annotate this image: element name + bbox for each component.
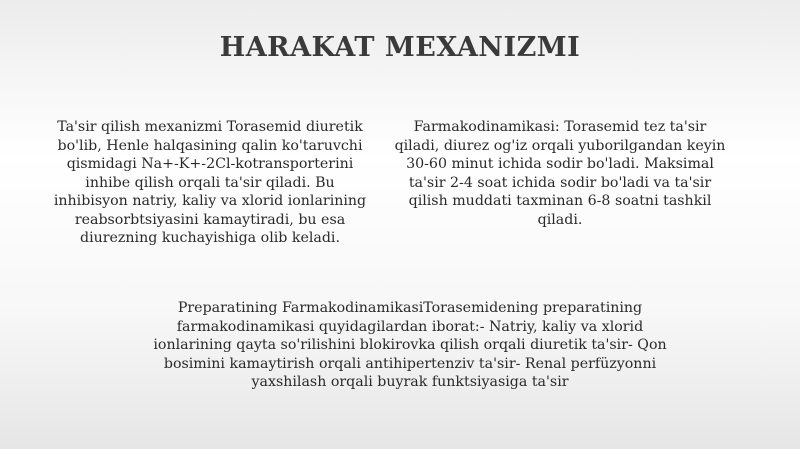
slide-title: HARAKAT MEXANIZMI <box>219 32 581 63</box>
preparation-pharmacodynamics-text: Preparatining FarmakodinamikasiTorasemidening preparatining farmakodinamikasi quyidagilardan iborat:- Natriy, kaliy va xlorid ionlarining qayta so'rilishini blokirovka qilish orqali diuretik ta'sir- Qon bosimini kamaytirish orqali antihipertenziv ta'sir- Renal perfüzyonni yaxshilash orqali buyrak funktsiyasiga ta'sir <box>153 300 667 390</box>
pharmacodynamics-text: Farmakodinamikasi: Torasemid tez ta'sir qiladi, diurez og'iz orqali yuborilgandan keyin 30-60 minut ichida sodir bo'ladi. Maksimal ta'sir 2-4 soat ichida sodir bo'ladi va ta'sir qilish muddati taxminan 6-8 soatni tashkil qiladi. <box>394 119 726 228</box>
mechanism-text: Ta'sir qilish mexanizmi Torasemid diuretik bo'lib, Henle halqasining qalin ko'taruvchi qismidagi Na+-K+-2Cl-kotransporterini inhibe qilish orqali ta'sir qiladi. Bu inhibisyon natriy, kaliy va xlorid ionlarining reabsorbtsiyasini kamaytiradi, bu esa diurezning kuchayishiga olib keladi. <box>53 119 367 246</box>
